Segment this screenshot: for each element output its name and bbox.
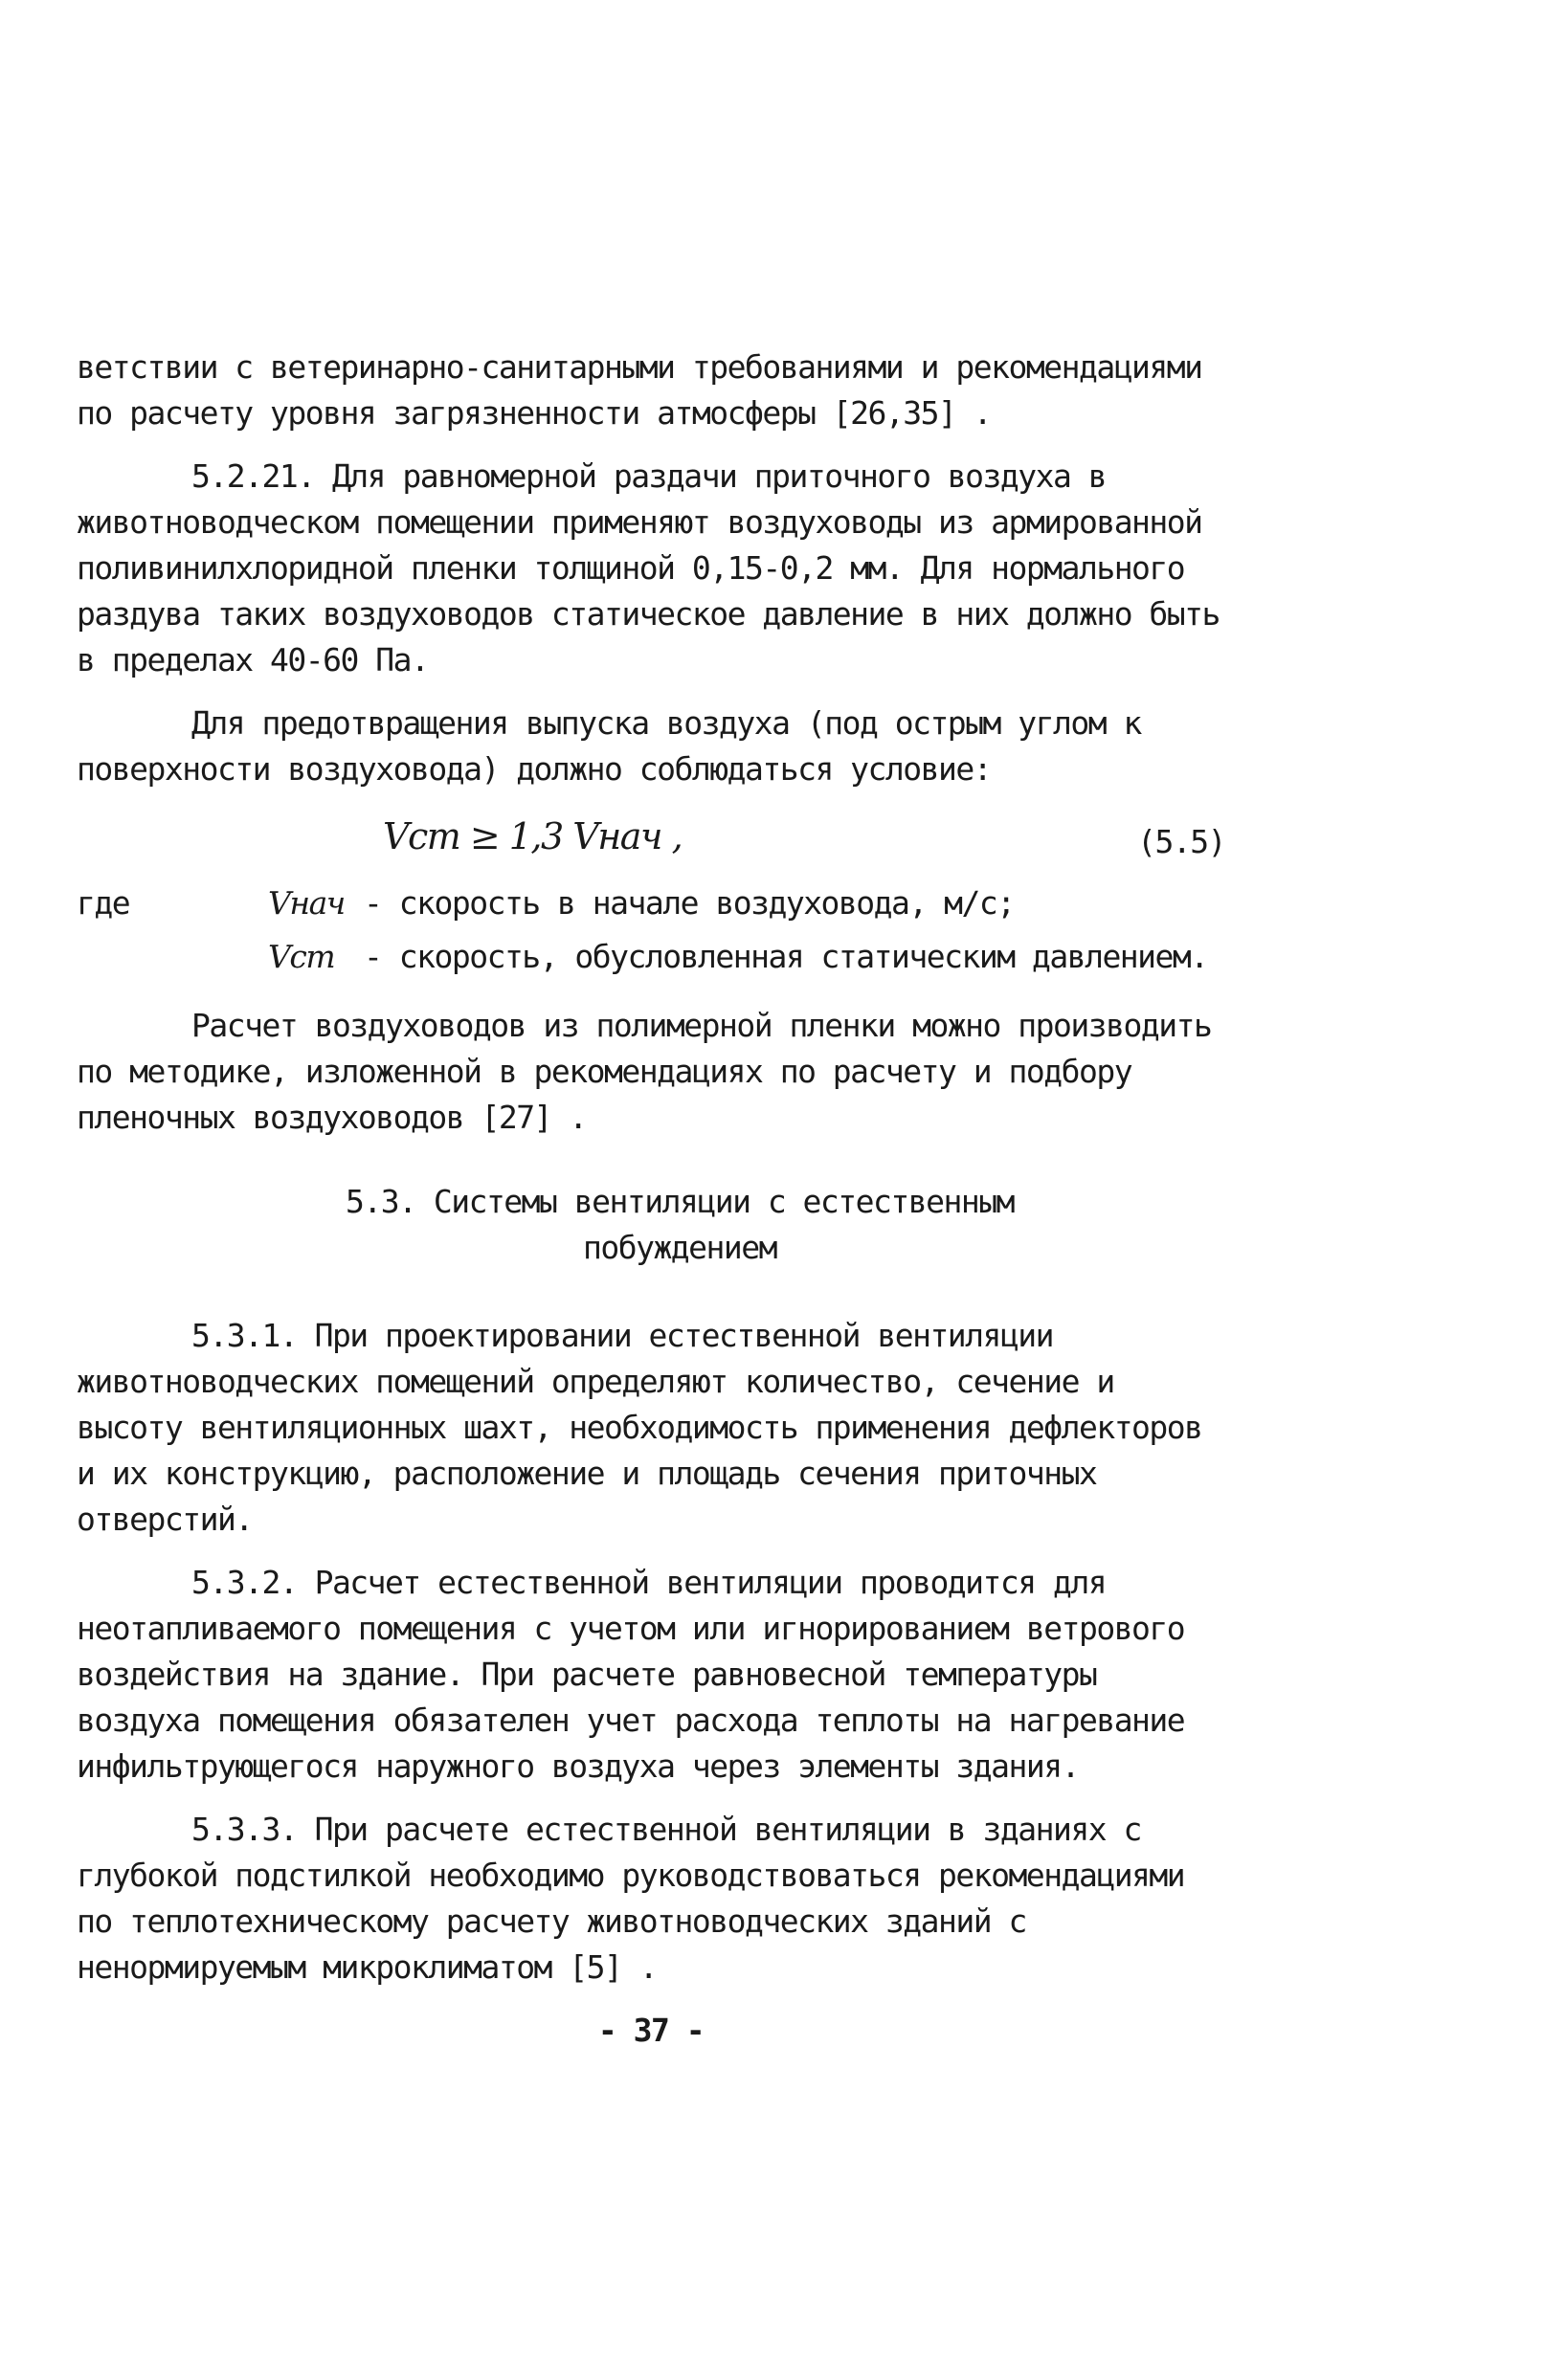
where-label: где [77, 884, 130, 922]
legend-item-v-nach [268, 880, 1225, 926]
formula-expression: Vст ≥ 1,3 Vнач , [383, 815, 683, 857]
legend-text: - скорость, обусловленная статическим давлением. [364, 938, 1208, 975]
section-heading [77, 1179, 1225, 1271]
section-heading-line2: побуждением [582, 1229, 777, 1266]
document-page [77, 345, 1225, 2054]
formula-number: (5.5) [1137, 823, 1225, 860]
legend-symbol: Vст [268, 938, 335, 975]
paragraph-polymer-ducts: Расчет воздуховодов из полимерной пленки можно производить по методике, изложенной в рекомендациях по расчету и подбору пленочных воздуховодов [27] . [77, 1007, 1212, 1136]
paragraph-5-3-1: 5.3.1. При проектировании естественной вентиляции животноводческих помещений определяют количество, сечение и высоту вентиляционных шахт, необходимость применения дефлекторов и их конструкцию, расположение и площадь сечения приточных отверстий. [77, 1317, 1202, 1538]
legend-text: - скорость в начале воздуховода, м/с; [364, 884, 1015, 922]
section-heading-line1: 5.3. Системы вентиляции с естественным [346, 1183, 1014, 1220]
legend-item-v-st [268, 934, 1225, 980]
legend-symbol: Vнач [268, 884, 345, 922]
paragraph-condition: Для предотвращения выпуска воздуха (под острым углом к поверхности воздуховода) должно соблюдаться условие: [77, 704, 1141, 788]
formula-legend [77, 880, 1225, 980]
paragraph-5-3-3: 5.3.3. При расчете естественной вентиляции в зданиях с глубокой подстилкой необходимо руководствоваться рекомендациями по теплотехническому расчету животноводческих зданий с ненормируемым микроклиматом [5] . [77, 1811, 1185, 1986]
paragraph-5-3-2: 5.3.2. Расчет естественной вентиляции проводится для неотапливаемого помещения с учетом или игнорированием ветрового воздействия на здание. При расчете равновесной температуры воздуха помещения обязателен учет расхода теплоты на нагревание инфильтрующегося наружного воздуха через элементы здания. [77, 1564, 1185, 1785]
paragraph-continuation: ветствии с ветеринарно-санитарными требованиями и рекомендациями по расчету уровня загрязненности атмосферы [26,35] . [77, 348, 1202, 432]
formula-row [77, 810, 1225, 877]
paragraph-5-2-21: 5.2.21. Для равномерной раздачи приточного воздуха в животноводческом помещении применяют воздуховоды из армированной поливинилхлоридной пленки толщиной 0,15-0,2 мм. Для нормального раздува таких воздуховодов статическое давление в них должно быть в пределах 40-60 Па. [77, 457, 1220, 678]
page-number: - 37 - [597, 2012, 705, 2049]
